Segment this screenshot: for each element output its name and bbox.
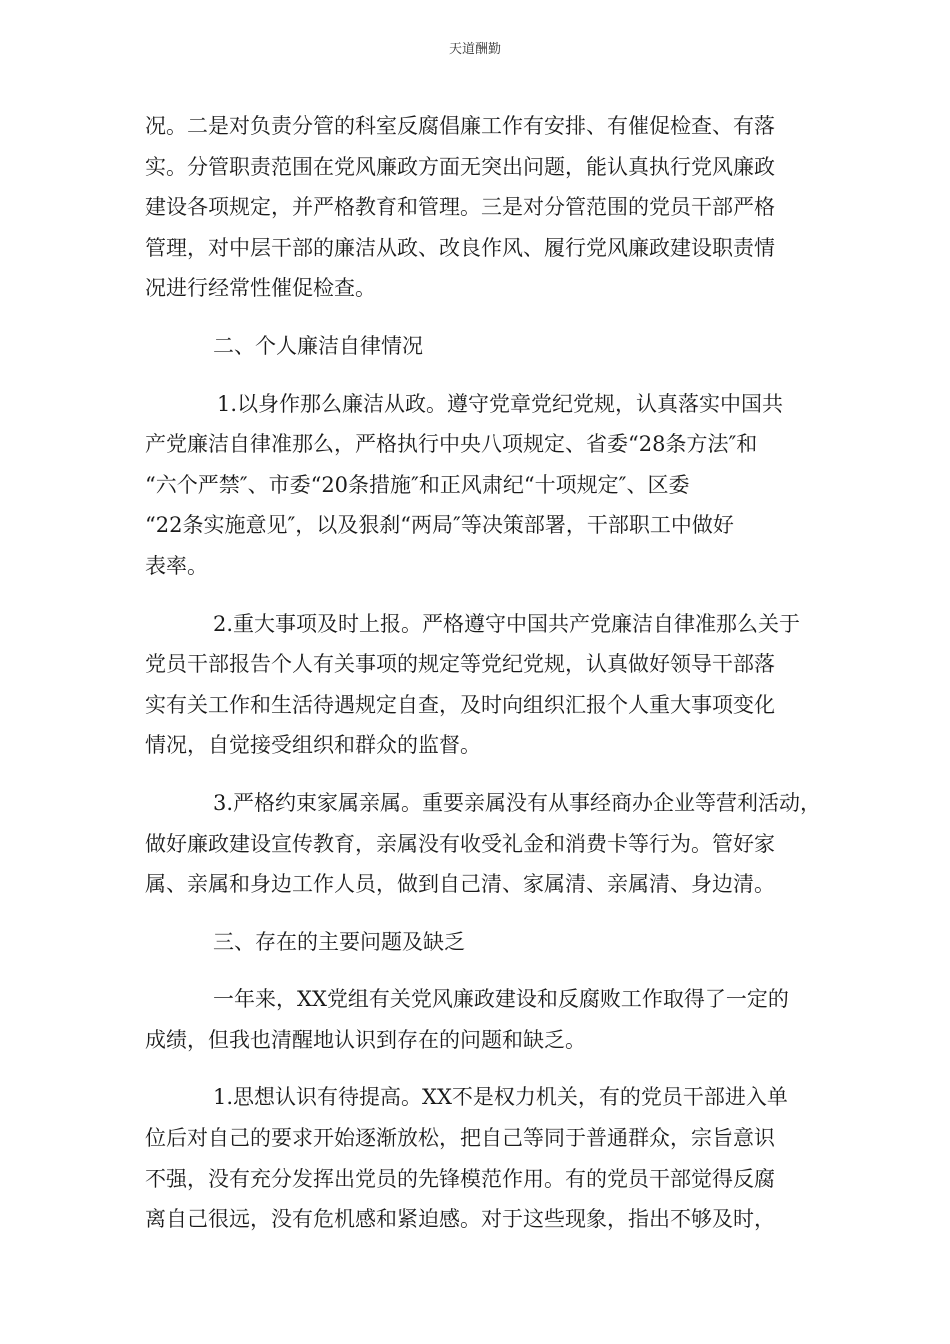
text-line: 1.以身作那么廉洁从政。遵守党章党纪党规，认真落实中国共: [217, 391, 784, 416]
text-line: 一年来，XX党组有关党风廉政建设和反腐败工作取得了一定的: [213, 987, 789, 1012]
paragraph-3-intro: [145, 979, 810, 1060]
text-line: 2.重大事项及时上报。严格遵守中国共产党廉洁自律准那么关于: [213, 611, 801, 636]
text-line: 不强，没有充分发挥出党员的先锋模范作用。有的党员干部觉得反腐: [145, 1166, 775, 1191]
text-line: “六个严禁″、市委“20条措施″和正风肃纪“十项规定″、区委: [145, 472, 690, 497]
paragraph-2-3: [145, 783, 822, 905]
text-line: 管理，对中层干部的廉洁从政、改良作风、履行党风廉政建设职责情: [145, 235, 775, 260]
text-line: 产党廉洁自律准那么，严格执行中央八项规定、省委“28条方法″和: [145, 432, 758, 457]
text-line: 情况，自觉接受组织和群众的监督。: [145, 733, 481, 758]
text-line: 实有关工作和生活待遇规定自查，及时向组织汇报个人重大事项变化: [145, 692, 775, 717]
text-line: 建设各项规定，并严格教育和管理。三是对分管范围的党员干部严格: [145, 195, 775, 220]
paragraph-2-2: [145, 604, 810, 766]
text-line: “22条实施意见″，以及狠刹“两局″等决策部署，干部职工中做好: [145, 513, 734, 538]
heading-text: 二、个人廉洁自律情况: [213, 333, 423, 358]
paragraph-2-1: [145, 384, 810, 587]
document-body: [145, 106, 822, 1240]
text-line: 3.严格约束家属亲属。重要亲属没有从事经商办企业等营利活动，: [213, 790, 822, 815]
paragraph-3-1: [145, 1077, 810, 1239]
paragraph-1: [145, 106, 810, 309]
text-line: 属、亲属和身边工作人员，做到自己清、家属清、亲属清、身边清。: [145, 872, 775, 897]
text-line: 表率。: [145, 553, 208, 578]
text-line: 况进行经常性催促检查。: [145, 276, 376, 301]
section-heading-2: [145, 326, 810, 367]
page-header: 天道酬勤: [448, 42, 501, 57]
text-line: 实。分管职责范围在党风廉政方面无突出问题，能认真执行党风廉政: [145, 154, 775, 179]
text-line: 1.思想认识有待提高。XX不是权力机关，有的党员干部进入单: [213, 1085, 788, 1110]
heading-text: 三、存在的主要问题及缺乏: [213, 929, 465, 954]
section-heading-3: [145, 922, 810, 963]
text-line: 离自己很远，没有危机感和紧迫感。对于这些现象，指出不够及时，: [145, 1207, 775, 1232]
text-line: 位后对自己的要求开始逐渐放松，把自己等同于普通群众，宗旨意识: [145, 1126, 775, 1151]
text-line: 党员干部报告个人有关事项的规定等党纪党规，认真做好领导干部落: [145, 652, 775, 677]
text-line: 况。二是对负责分管的科室反腐倡廉工作有安排、有催促检查、有落: [145, 114, 775, 138]
text-line: 做好廉政建设宣传教育，亲属没有收受礼金和消费卡等行为。管好家: [145, 831, 775, 856]
text-line: 成绩，但我也清醒地认识到存在的问题和缺乏。: [145, 1027, 586, 1052]
